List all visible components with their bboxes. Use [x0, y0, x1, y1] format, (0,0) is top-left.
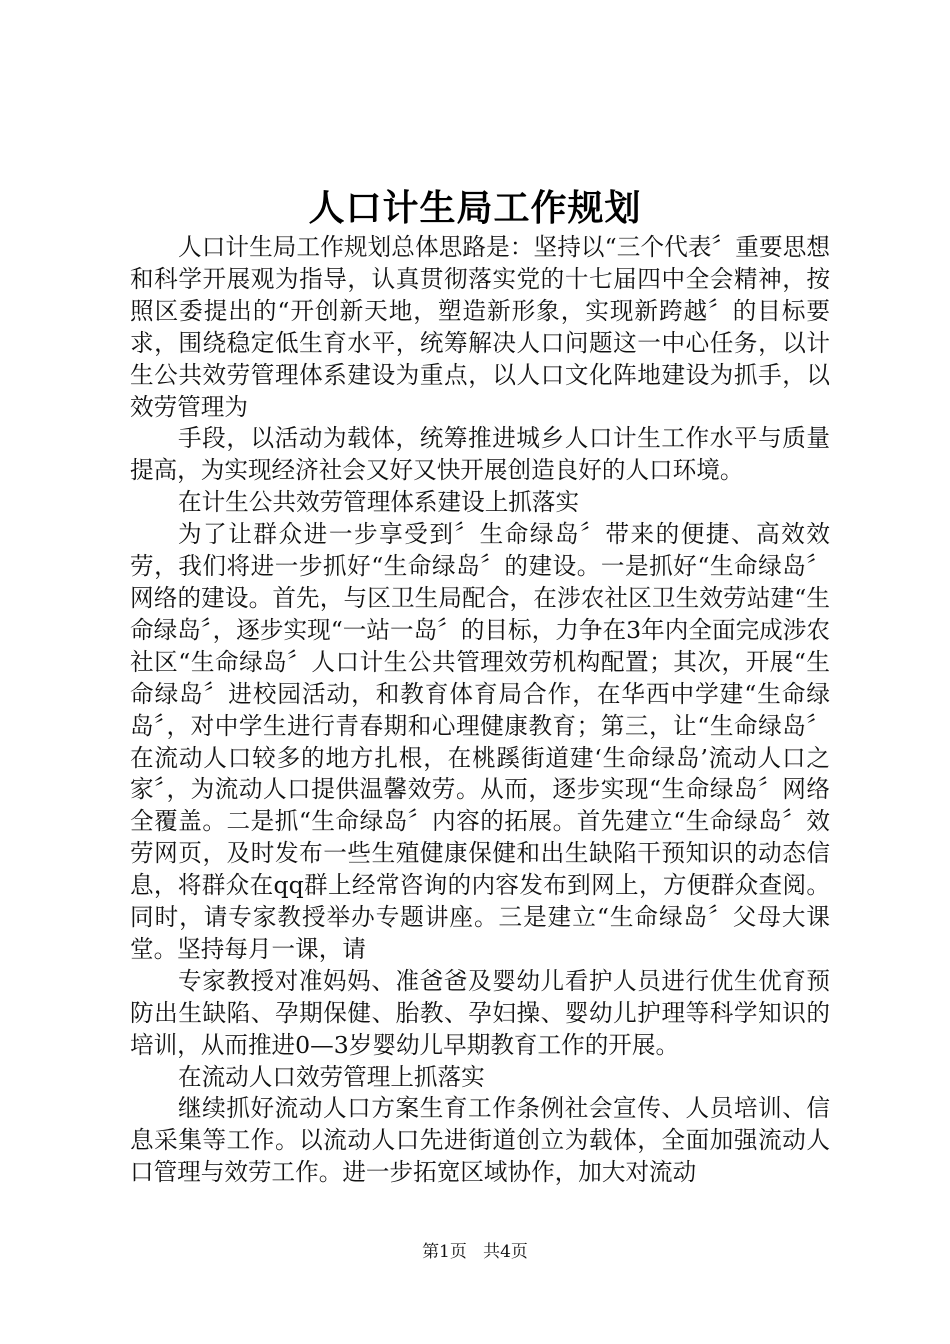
paragraph-green-island: 为了让群众进一步享受到〞生命绿岛〞带来的便捷、高效效劳，我们将进一步抓好“生命绿岛〞的建设。一是抓好“生命绿岛〞网络的建设。首先，与区卫生局配合，在涉农社区卫生效劳站建“生命绿岛〞，逐步实现“一站一岛〞的目标，力争在3年内全面完成涉农社区“生命绿岛〞人口计生公共管理效劳机构配置；其次，开展“生命绿岛〞进校园活动，和教育体育局合作，在华西中学建“生命绿岛〞，对中学生进行青春期和心理健康教育；第三，让“生命绿岛〞在流动人口较多的地方扎根，在桃蹊街道建‘生命绿岛’流动人口之家〞，为流动人口提供温馨效劳。从而，逐步实现“生命绿岛〞网络全覆盖。二是抓“生命绿岛〞内容的拓展。首先建立“生命绿岛〞效劳网页，及时发布一些生殖健康保健和出生缺陷干预知识的动态信息，将群众在qq群上经常咨询的内容发布到网上，方便群众查阅。同时，请专家教授举办专题讲座。三是建立“生命绿岛〞父母大课堂。坚持每月一课，请 [130, 520, 830, 963]
section-heading-public-service: 在计生公共效劳管理体系建设上抓落实 [178, 488, 580, 517]
section-heading-floating-population: 在流动人口效劳管理上抓落实 [178, 1062, 485, 1091]
page-number: 第1页 [422, 1242, 467, 1262]
document-body [130, 232, 830, 1189]
paragraph-intro-continued: 手段，以活动为载体，统筹推进城乡人口计生工作水平与质量提高，为实现经济社会又好又快开展创造良好的人口环境。 [130, 424, 830, 485]
paragraph-intro: 人口计生局工作规划总体思路是：坚持以“三个代表〞重要思想和科学开展观为指导，认真贯彻落实党的十七届四中全会精神，按照区委提出的“开创新天地，塑造新形象，实现新跨越〞的目标要求，围绕稳定低生育水平，统筹解决人口问题这一中心任务，以计生公共效劳管理体系建设为重点，以人口文化阵地建设为抓手，以效劳管理为 [130, 233, 830, 421]
paragraph-floating-population: 继续抓好流动人口方案生育工作条例社会宣传、人员培训、信息采集等工作。以流动人口先进街道创立为载体，全面加强流动人口管理与效劳工作。进一步拓宽区域协作，加大对流动 [130, 1094, 830, 1187]
page-footer [0, 1240, 950, 1264]
document-title: 人口计生局工作规划 [308, 187, 642, 229]
page-spacer [472, 1242, 477, 1262]
paragraph-expert-training: 专家教授对准妈妈、准爸爸及婴幼儿看护人员进行优生优育预防出生缺陷、孕期保健、胎教、孕妇操、婴幼儿护理等科学知识的培训，从而推进0—3岁婴幼儿早期教育工作的开展。 [130, 966, 830, 1059]
page-total: 共4页 [483, 1242, 528, 1262]
